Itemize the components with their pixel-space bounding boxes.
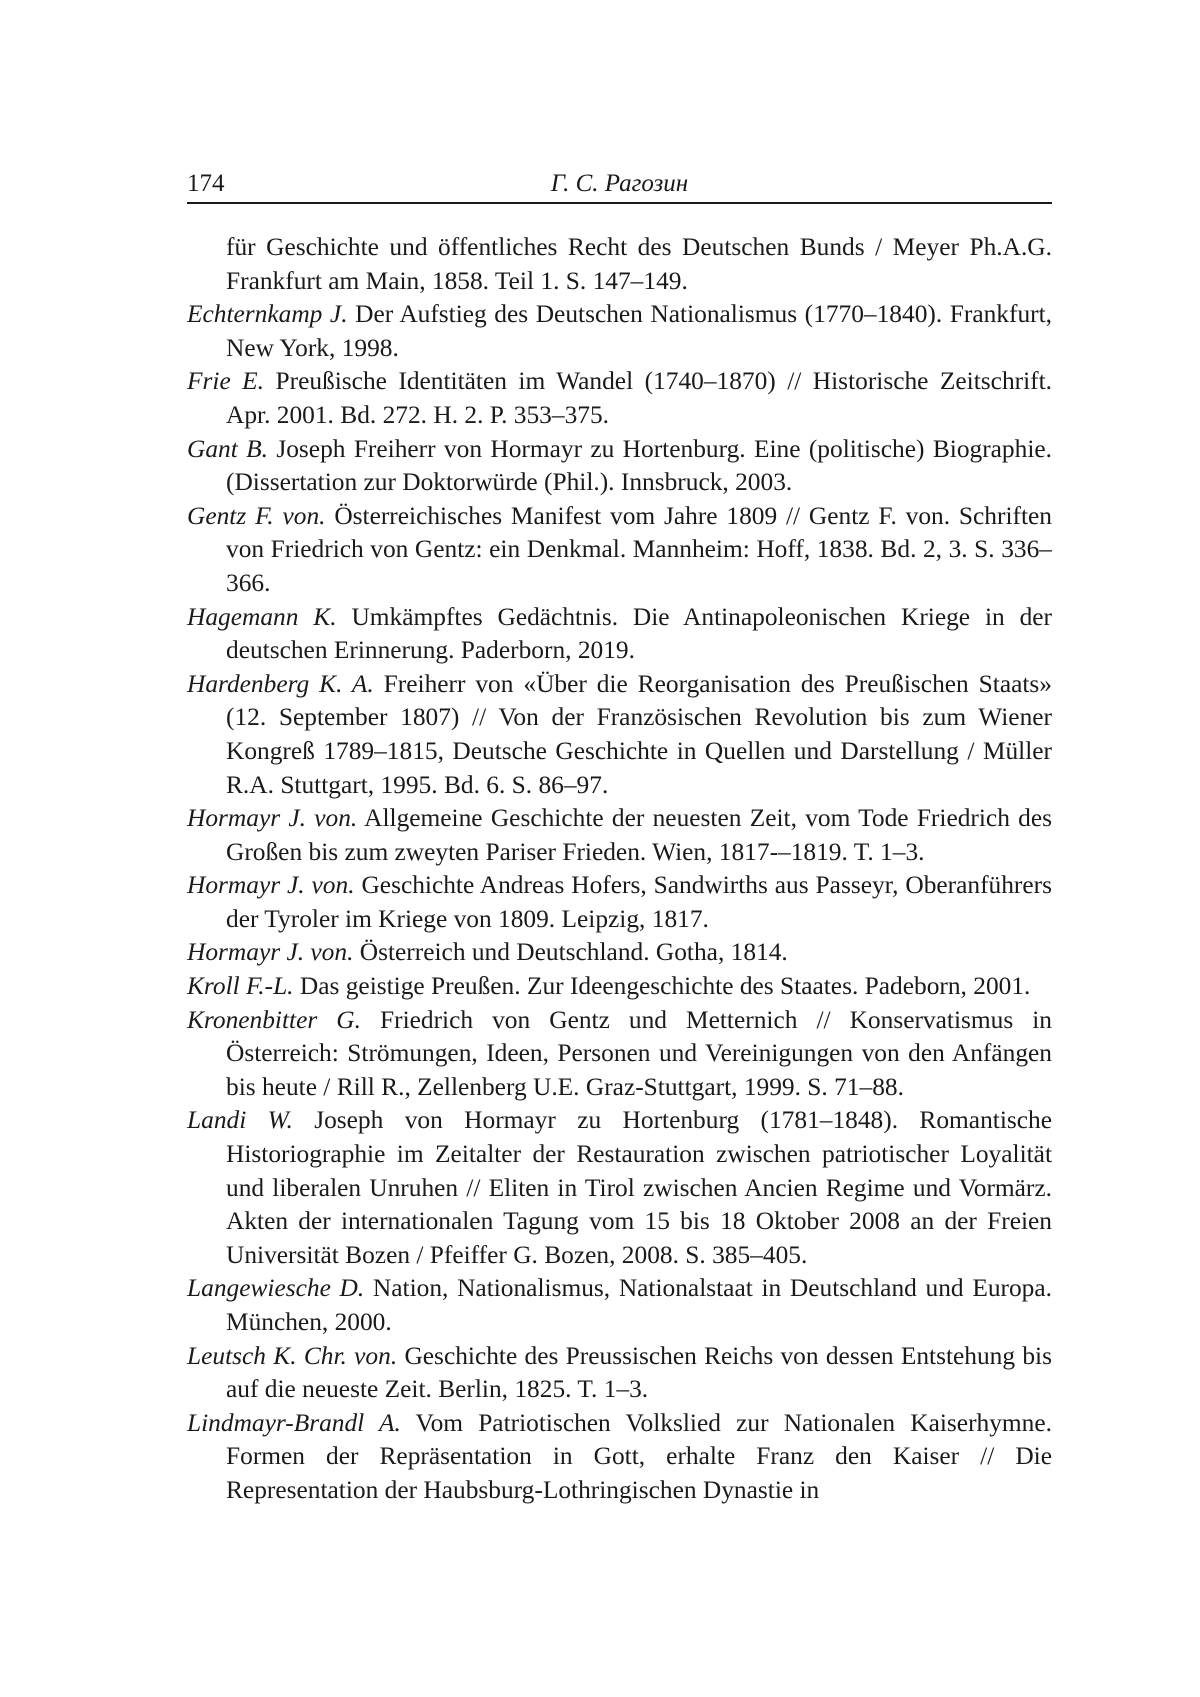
page-number: 174 — [187, 170, 225, 197]
entry-text: Allgemeine Geschichte der neuesten Zeit, vom Tode Friedrich des Großen bis zum zweyten Pariser Frieden. Wien, 1817-–1819. T. 1–3. — [226, 804, 1052, 866]
bibliography-entry — [187, 365, 1052, 432]
bibliography-entry — [187, 970, 1052, 1004]
bibliography-entry — [187, 869, 1052, 936]
entry-author: Hagemann K. — [187, 602, 337, 631]
bibliography-entry — [187, 1407, 1052, 1508]
entry-text: Nation, Nationalismus, Nationalstaat in Deutschland und Europa. München, 2000. — [226, 1274, 1052, 1336]
page-header — [187, 166, 1052, 204]
entry-text: Österreich und Deutschland. Gotha, 1814. — [353, 938, 788, 967]
entry-author: Hormayr J. von. — [187, 938, 354, 967]
bibliography-entry — [187, 936, 1052, 970]
entry-author: Landi W. — [187, 1106, 293, 1135]
entry-author: Gentz F. von. — [187, 501, 326, 530]
entry-author: Gant B. — [187, 434, 268, 463]
bibliography-entry — [187, 601, 1052, 668]
entry-text: Umkämpftes Gedächtnis. Die Antinapoleonischen Kriege in der deutschen Erinnerung. Paderborn, 2019. — [226, 602, 1052, 665]
entry-author: Hormayr J. von. — [187, 804, 358, 833]
bibliography-entry — [187, 1104, 1052, 1272]
entry-text: Joseph von Hormayr zu Hortenburg (1781–1848). Romantische Historiographie im Zeitalter der Restauration zwischen patriotischer Loyalität und liberalen Unruhen // Eliten in Tirol zwischen Ancien Regime und Vormärz. Akten der internationalen Tagung vom 15 bis 18 Oktober 2008 an der Freien Universität Bozen / Pfeiffer G. Bozen, 2008. S. 385–405. — [226, 1106, 1052, 1269]
entry-text: Der Aufstieg des Deutschen Nationalismus (1770–1840). Frankfurt, New York, 1998. — [226, 300, 1052, 362]
entry-text: Friedrich von Gentz und Metternich // Konservatismus in Österreich: Strömungen, Ideen, Personen und Vereinigungen von den Anfängen bis heute / Rill R., Zellenberg U.E. Graz-Stuttgart, 1999. S. 71–88. — [226, 1005, 1052, 1101]
bibliography-entry — [187, 433, 1052, 500]
entry-text: Joseph Freiherr von Hormayr zu Hortenburg. Eine (politische) Biographie. (Dissertation zur Doktorwürde (Phil.). Innsbruck, 2003. — [226, 434, 1052, 497]
entry-text: Österreichisches Manifest vom Jahre 1809 // Gentz F. von. Schriften von Friedrich von Gentz: ein Denkmal. Mannheim: Hoff, 1838. Bd. 2, 3. S. 336–366. — [226, 501, 1052, 597]
entry-text: Vom Patriotischen Volkslied zur Nationalen Kaiserhymne. Formen der Repräsentation in Gott, erhalte Franz den Kaiser // Die Representation der Haubsburg-Lothringischen Dynastie in — [226, 1408, 1052, 1504]
entry-text: Geschichte des Preussischen Reichs von dessen Entstehung bis auf die neueste Zeit. Berlin, 1825. T. 1–3. — [226, 1341, 1052, 1404]
bibliography-entry — [187, 1004, 1052, 1105]
bibliography-continuation: für Geschichte und öffentliches Recht des Deutschen Bunds / Meyer Ph.A.G. Frankfurt am Main, 1858. Teil 1. S. 147–149. — [226, 233, 1052, 295]
running-title: Г. С. Рагозин — [550, 170, 689, 197]
entry-author: Hardenberg K. A. — [187, 669, 374, 698]
entry-text: Das geistige Preußen. Zur Ideengeschichte des Staates. Padeborn, 2001. — [293, 972, 1031, 1001]
entry-text: Freiherr von «Über die Reorganisation des Preußischen Staats» (12. September 1807) // Von der Französischen Revolution bis zum Wiener Kongreß 1789–1815, Deutsche Geschichte in Quellen und Darstellung / Müller R.A. Stuttgart, 1995. Bd. 6. S. 86–97. — [226, 669, 1052, 799]
bibliography-list — [187, 231, 1052, 1508]
entry-author: Leutsch K. Chr. von. — [187, 1341, 398, 1370]
entry-author: Kronenbitter G. — [187, 1005, 361, 1034]
entry-author: Frie E. — [187, 367, 265, 396]
entry-text: Geschichte Andreas Hofers, Sandwirths aus Passeyr, Oberanführers der Tyroler im Kriege von 1809. Leipzig, 1817. — [226, 871, 1052, 933]
entry-author: Echternkamp J. — [187, 300, 348, 329]
bibliography-entry — [187, 500, 1052, 601]
bibliography-entry — [187, 298, 1052, 365]
bibliography-entry — [187, 802, 1052, 869]
entry-author: Langewiesche D. — [187, 1274, 365, 1303]
bibliography-entry — [187, 668, 1052, 802]
entry-author: Hormayr J. von. — [187, 871, 355, 900]
entry-author: Lindmayr-Brandl A. — [187, 1408, 401, 1437]
bibliography-entry — [187, 1340, 1052, 1407]
entry-text: Preußische Identitäten im Wandel (1740–1870) // Historische Zeitschrift. Apr. 2001. Bd. 272. H. 2. P. 353–375. — [226, 367, 1053, 429]
bibliography-entry — [187, 1272, 1052, 1339]
entry-author: Kroll F.-L. — [187, 972, 294, 1001]
